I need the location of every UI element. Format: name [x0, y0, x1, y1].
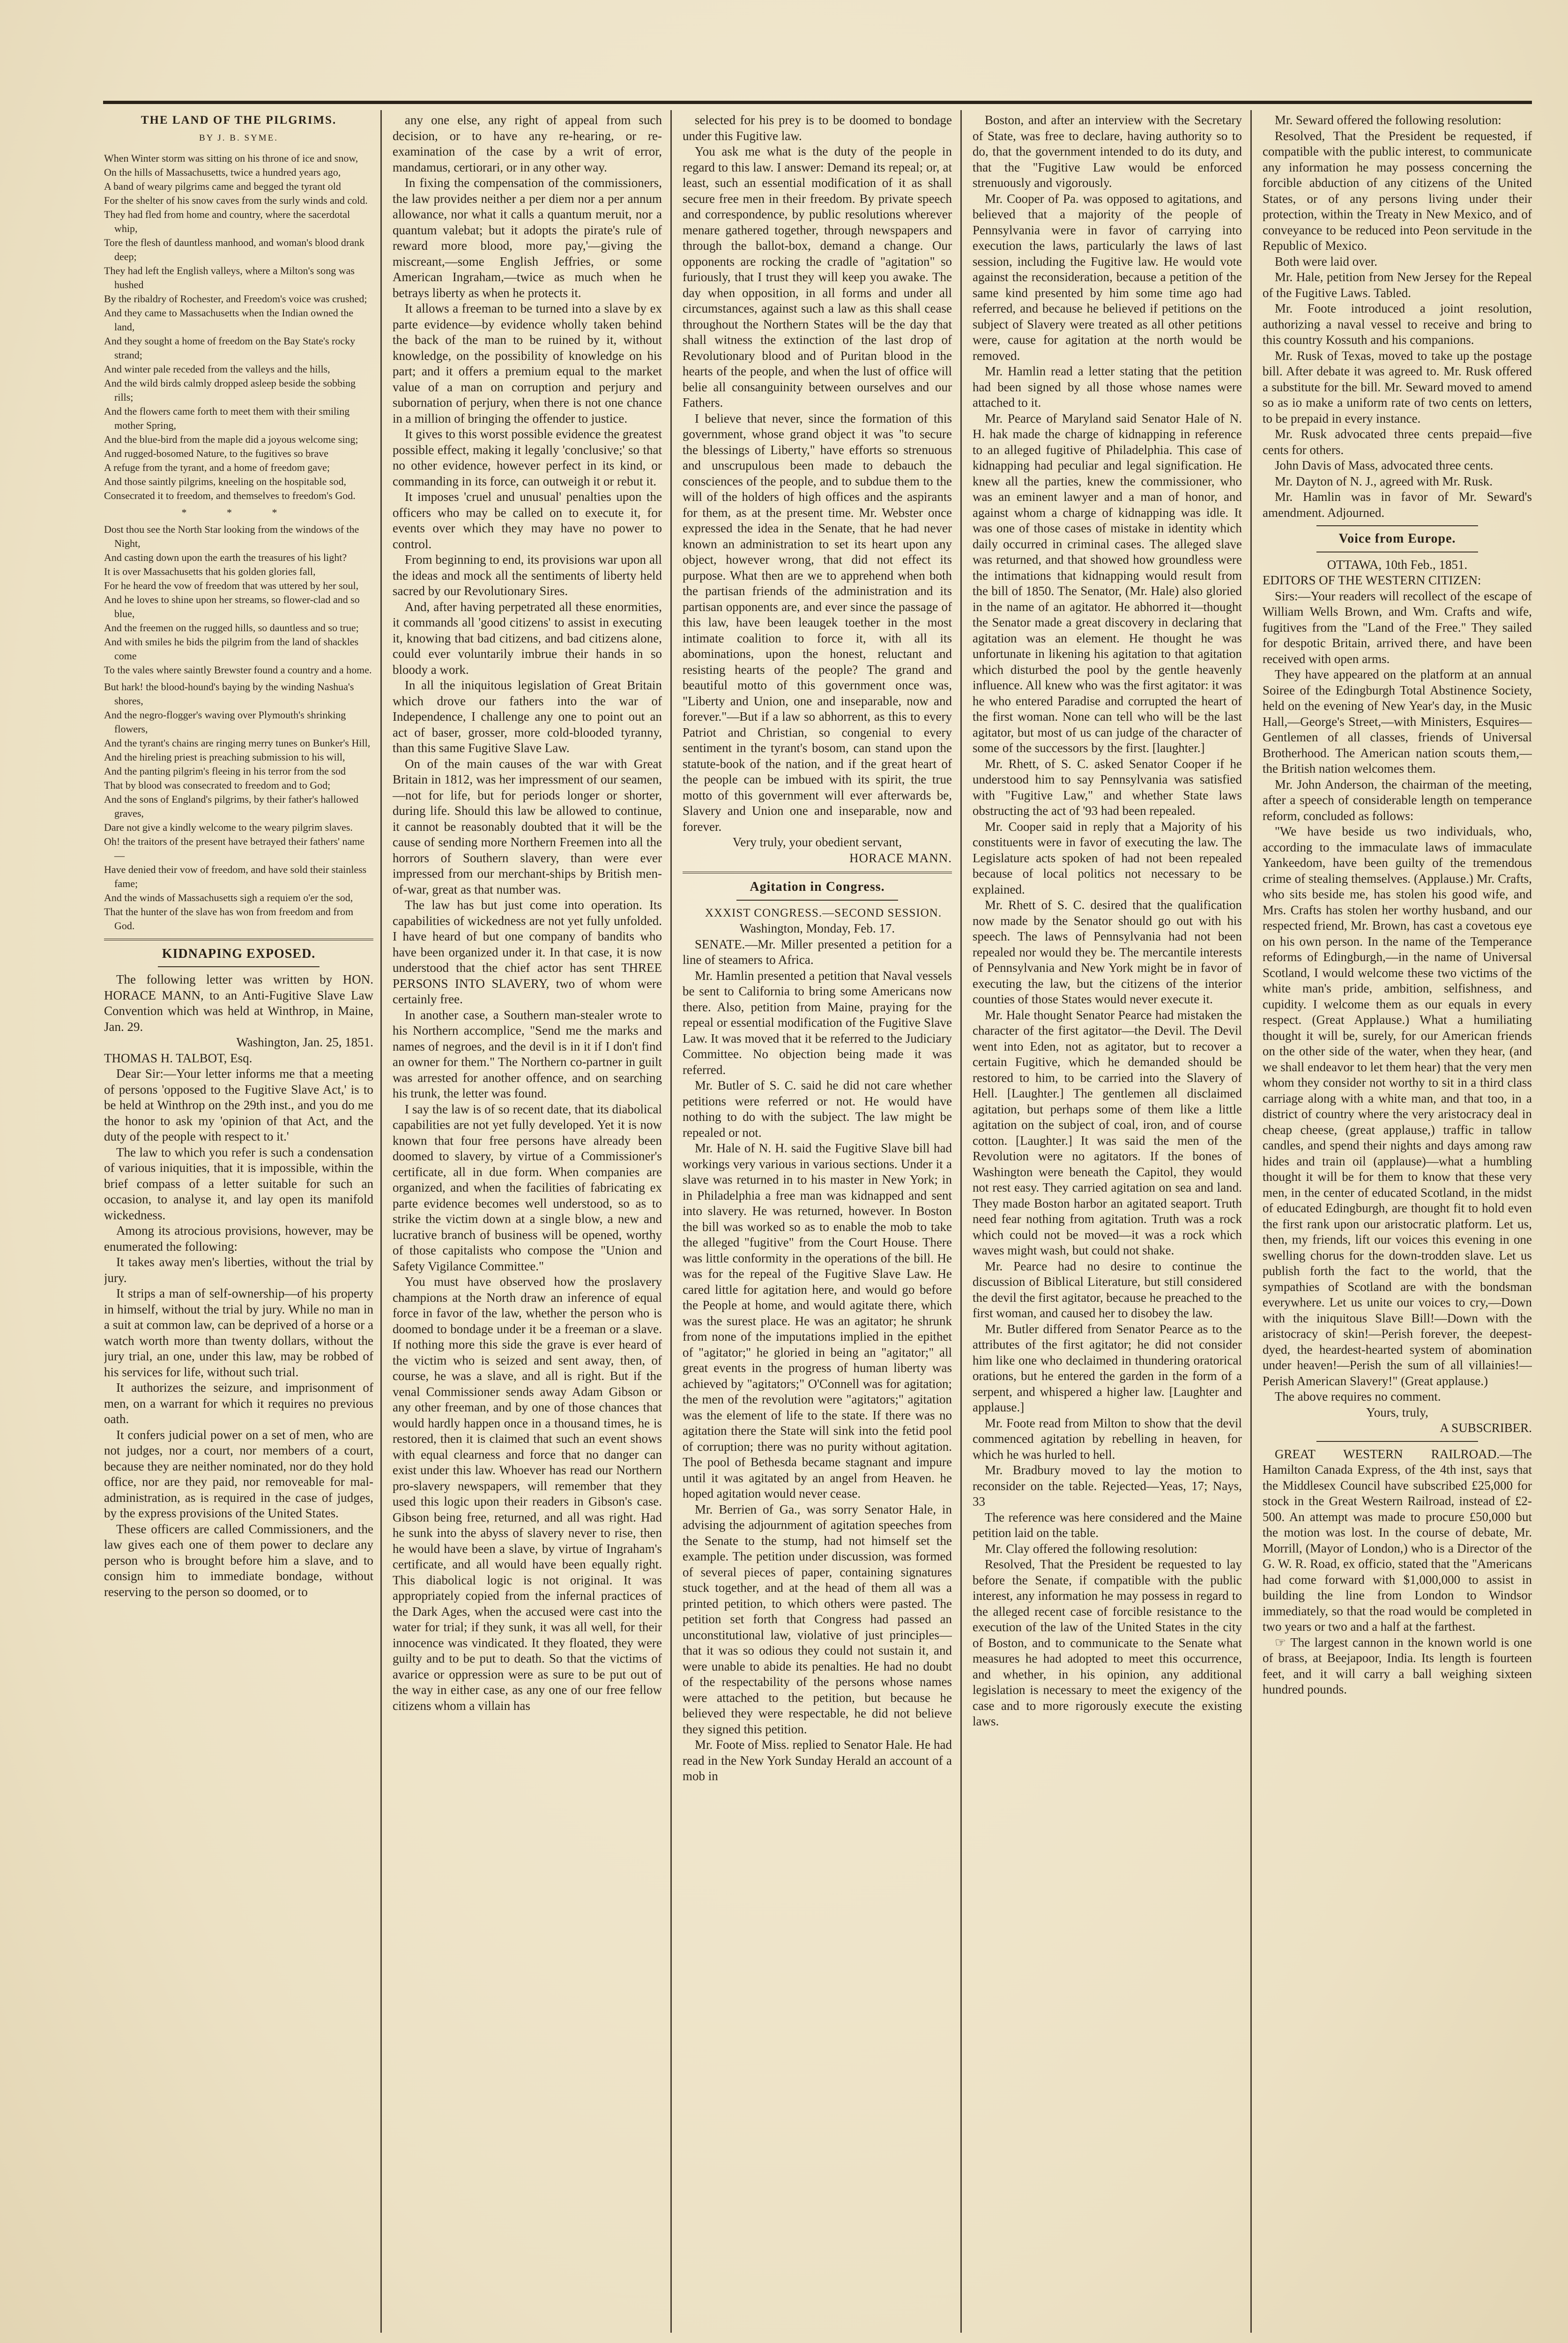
column-2 — [393, 112, 662, 2324]
poem-line: And the hireling priest is preaching submission to his will, — [104, 751, 345, 763]
poem-line: On the hills of Massachusetts, twice a hundred years ago, — [104, 166, 341, 178]
paragraph: SENATE.—Mr. Miller presented a petition for a line of steamers to Africa. — [683, 937, 952, 967]
paragraph: In fixing the compensation of the commissioners, the law provides neither a per diem nor a per annum allowance, nor what it calls a quantum meruit, nor a quantum valebat; but it adopts the pirate's rule of reward more blood, more pay,'—giving the miscreant,—some English Jeffries, or some American Ingraham,—twice as much when he betrays liberty as when he protects it. — [393, 176, 662, 300]
poem-line: Dost thou see the North Star looking from the windows of the Night, — [104, 523, 359, 549]
headline-rule — [736, 900, 898, 901]
article-body — [104, 1066, 373, 1600]
paragraph: John Davis of Mass, advocated three cents. — [1275, 458, 1494, 472]
article-body — [393, 112, 662, 1714]
paragraph: selected for his prey is to be doomed to bondage under this Fugitive law. — [683, 113, 952, 143]
paragraph: Mr. Pearce had no desire to continue the discussion of Biblical Literature, but still considered the devil the first agitator, because he preached to the first woman, and caused her to disobey the law. — [973, 1259, 1242, 1320]
poem-line: And winter pale receded from the valleys and the hills, — [104, 363, 330, 375]
poem-line: They had fled from home and country, where the sacerdotal whip, — [104, 209, 350, 234]
section-divider — [104, 939, 373, 940]
paragraph: Mr. Rusk of Texas, moved to take up the postage bill. After debate it was agreed to. Mr. Rusk offered a substitute for the bill. Mr. Seward moved to amend so as io make a uniform rate of two cents on letters, to be prepaid in every instance. — [1263, 348, 1532, 425]
paragraph: It gives to this worst possible evidence the greatest possible effect, making it legally 'conclusive;' so that no other evidence, however perfect in its kind, or commanding in its force, can outweigh it or rebut it. — [393, 427, 662, 488]
poem-line: Tore the flesh of dauntless manhood, and woman's blood drank deep; — [104, 237, 364, 262]
paragraph: Mr. Butler differed from Senator Pearce as to the attributes of the first agitator; he did not consider him like one who declaimed in thundering oratorical orations, but he entered the garden in the form of a serpent, and whispered a higher law. [Laughter and applause.] — [973, 1321, 1242, 1414]
section-subheading: XXXIST CONGRESS.—SECOND SESSION. — [705, 906, 942, 919]
section-headline: Agitation in Congress. — [750, 880, 885, 894]
letter-closing: Yours, truly, — [1366, 1405, 1428, 1419]
section-divider — [1316, 1441, 1478, 1442]
letter-signature: A SUBSCRIBER. — [1440, 1421, 1532, 1435]
paragraph: Mr. Clay offered the following resolution: — [985, 1541, 1197, 1556]
column-5 — [1263, 112, 1532, 2324]
column-3 — [683, 112, 952, 2324]
poem-stanza — [104, 151, 373, 503]
paragraph: any one else, any right of appeal from such decision, or to have any re-hearing, or re-examination of the case by a writ of error, mandamus, certiorari, or in any other way. — [393, 113, 662, 174]
paragraph: And, after having perpetrated all these enormities, it commands all 'good citizens' to assist in executing it, knowing that bad citizens, and bad citizens alone, could ever voluntarily imbrue their hands in so bloody a work. — [393, 599, 662, 677]
paragraph: They have appeared on the platform at an annual Soiree of the Edingburgh Total Abstinence Society, held on the evening of New Year's day, in the Music Hall,—George's Street,—with Ministers, Esquires—Gentlemen of all classes, friends of Universal Brotherhood. The American nation scouts them,—the British nation welcomes them. — [1263, 667, 1532, 776]
poem-title: THE LAND OF THE PILGRIMS. — [141, 114, 337, 127]
paragraph: Mr. Seward offered the following resolution: — [1275, 113, 1501, 127]
article-body — [1263, 589, 1532, 1405]
paragraph: Mr. Rhett, of S. C. asked Senator Cooper if he understood him to say Pennsylvania was satisfied with "Fugitive Law," and whether State laws obstructing the act of '93 had been repealed. — [973, 756, 1242, 818]
paragraph: The above requires no comment. — [1275, 1389, 1441, 1403]
poem-line: And he loves to shine upon her streams, so flower-clad and so blue, — [104, 593, 360, 619]
paragraph: Mr. Butler of S. C. said he did not care whether petitions were referred or not. He would have nothing to do with the subject. The law might be repealed or not. — [683, 1078, 952, 1140]
column-1 — [104, 112, 373, 2324]
paragraph: Both were laid over. — [1275, 254, 1377, 269]
poem-line: And the sons of England's pilgrims, by their father's hallowed graves, — [104, 793, 359, 819]
poem-line: Consecrated it to freedom, and themselves to freedom's God. — [104, 490, 356, 501]
section-headline: Voice from Europe. — [1338, 531, 1456, 546]
paragraph: Resolved, That the President be requested, if compatible with the public interest, to communicate any information he may possess concerning the forcible abduction of any citizens of the United States, or of any persons living under their protection, within the Treaty in New Mexico, and of conveyance to be reduced into Peon servitude in the Republic of Mexico. — [1263, 128, 1532, 253]
section-dateline: OTTAWA, 10th Feb., 1851. — [1327, 557, 1468, 572]
poem-line: And with smiles he bids the pilgrim from the land of shackles come — [104, 635, 359, 662]
paragraph: I say the law is of so recent date, that its diabolical capabilities are not yet fully developed. Yet it is now known that four free persons have already been doomed to slavery, by virtue of a Commissioner's certificate, all in due form. When companies are organized, and when the facilities of fabricating ex parte evidence becomes well understood, so as to strike the victim down at a single blow, a new and lucrative branch of business will be opened, worthy of those capitalists who compose the "Union and Safety Vigilance Committee." — [393, 1102, 662, 1273]
paragraph: Mr. Hamlin was in favor of Mr. Seward's amendment. Adjourned. — [1263, 490, 1532, 520]
paragraph: Mr. Hale, petition from New Jersey for the Repeal of the Fugitive Laws. Tabled. — [1263, 270, 1532, 300]
paragraph: In all the iniquitous legislation of Great Britain which drove our fathers into the war of Independence, I challenge any one to point out an act of baser, grosser, more cold-blooded tyranny, than this same Fugitive Slave Law. — [393, 678, 662, 755]
poem-line: And the wild birds calmly dropped asleep beside the sobbing rills; — [104, 377, 356, 403]
paragraph: The law has but just come into operation. Its capabilities of wickedness are not yet fully unfolded. I have heard of but one company of bandits who have been organized under it. In that case, it is now understood that the chief actor has sent THREE PERSONS INTO SLAVERY, two of whom were certainly free. — [393, 898, 662, 1006]
letter-salutation: THOMAS H. TALBOT, Esq. — [104, 1051, 253, 1065]
section-divider — [1316, 525, 1478, 526]
paragraph: You ask me what is the duty of the people in regard to this law. I answer: Demand its repeal; or, at least, such an essential modification of it as shall secure free men in their freedom. By private speech and correspondence, by public resolutions wherever menare gathered together, through newspapers and through the ballot-box, demand a change. Our opponents are rocking the cradle of "agitation" so furiously, that I trust they will keep you awake. The day when opposition, in all forms and under all circumstances, against such a law as this shall cease throughout the Northern States will be the day that shall witness the extinction of the last drop of Revolutionary blood and of Puritan blood in the hearts of the people, and when the lust of office will belie all consanguinity between ourselves and our Fathers. — [683, 144, 952, 410]
poem-line: That the hunter of the slave has won from freedom and from God. — [104, 905, 354, 932]
poem-line: And the flowers came forth to meet them with their smiling mother Spring, — [104, 405, 350, 431]
paragraph: The law to which you refer is such a condensation of various iniquities, that it is impossible, within the brief compass of a letter suitable for such an occasion, to analyse it, and lay open its manifold wickedness. — [104, 1145, 373, 1222]
headline-rule — [158, 966, 320, 967]
poem-line: And those saintly pilgrims, kneeling on the hospitable sod, — [104, 476, 346, 487]
poem-line: They had left the English valleys, where a Milton's song was hushed — [104, 265, 355, 291]
stanza-separator: * * * — [181, 507, 296, 518]
paragraph: Mr. John Anderson, the chairman of the meeting, after a speech of considerable length on temperance reform, concluded as follows: — [1263, 777, 1532, 823]
paragraph: Mr. Rusk advocated three cents prepaid—five cents for others. — [1263, 427, 1532, 457]
paragraph: It takes away men's liberties, without the trial by jury. — [104, 1255, 373, 1285]
paragraph: Mr. Hale of N. H. said the Fugitive Slave bill had workings very various in various sections. Under it a slave was returned in to his master in New York; in in Philadelphia a free man was kidnapped and sent into slavery. He was returned, however. In Boston the bill was worked so as to enable the mob to take the alleged "fugitive" from the Court House. There was little conformity in the operations of the bill. He was for the repeal of the Fugitive Slave Law. He cared little for agitation here, and would go before the People at home, and would agitate there, which was the surest place. He was an agitator; he shrunk from none of the imputations implied in the epithet of "agitator;" he gloried in being an "agitator;" all great events in the progress of human liberty was achieved by "agitators;" O'Connell was for agitation; the men of the revolution were "agitators;" agitation was the element of life to the state. If there was no agitation there the State will sink into the fetid pool of corruption; there was no purity without agitation. The pool of Bethesda became stagnant and impure until it was agitated by an angel from Heaven. he hoped agitation would never cease. — [683, 1141, 952, 1500]
paragraph: I believe that never, since the formation of this government, whose grand object it was "to secure the blessings of Liberty," have efforts so strenuous and unscrupulous been made to debauch the consciences of the people, and to subdue them to the will of the holders of high offices and the aspirants for them, as at the present time. Mr. Webster once expressed the idea in the Senate, that he had never known an administration to set its heart upon any object, however wrong, that did not effect its purpose. What then are we to apprehend when both the partisan friends of the administration and its partisan opponents are, and ever since the passage of this law, have been leaugek toether in the most intimate coalition to force it, with all its abominations, upon the honest, reluctant and resisting hearts of the people? The grand and beautiful motto of this government once was, "Liberty and Union, one and inseparable, now and forever."—But if a law so abhorrent, as this to every Patriot and Christian, so congenial to every sentiment in the tyrant's bosom, can stand upon the statute-book of the nation, and if the great heart of the people can be imbued with its spirit, the true motto of this government will ever afterwards be, Slavery and Union one and inseparable, now and forever. — [683, 411, 952, 834]
poem-line: For he heard the vow of freedom that was uttered by her soul, — [104, 579, 359, 591]
poem-line: But hark! the blood-hound's baying by the winding Nashua's shores, — [104, 680, 354, 707]
paragraph: Sirs:—Your readers will recollect of the escape of William Wells Brown, and Wm. Crafts and wife, fugitives from the "Land of the Free." They sailed for despotic Britain, arrived there, and have been received with open arms. — [1263, 589, 1532, 666]
poem-stanza — [104, 522, 373, 677]
paragraph: Mr. Pearce of Maryland said Senator Hale of N. H. hak made the charge of kidnapping in reference to an alleged fugitive of Philadelphia. This case of kidnapping had peculiar and legal signification. He knew all the parties, knew the commissioner, who was an eminent lawyer and a man of honor, and against whom a charge of kidnapping was idle. It was one of those cases of mistake in identity which daily occurred in criminal cases. The alleged slave was returned, and that showed how groundless were the intimations that kidnapping would result from the bill of 1850. The Senator, (Mr. Hale) also gloried in the name of an agitator. He abhorred it—thought the Senator made a great discovery in declaring that agitation was an element. He thought he was unfortunate in likening his agitation to that agitation which disturbed the pool by the gentle heavenly influence. All knew who was the first agitator: it was he who entered Paradise and corrupted the heart of the first woman. None can tell who will be the last agitator, but most of us can judge of the character of some of the successors by the first. [laughter.] — [973, 411, 1242, 755]
paragraph: Mr. Dayton of N. J., agreed with Mr. Rusk. — [1275, 474, 1493, 488]
poem-line: It is over Massachusetts that his golden glories fall, — [104, 565, 316, 577]
poem-line: And they sought a home of freedom on the Bay State's rocky strand; — [104, 335, 356, 361]
poem-line: Oh! the traitors of the present have betrayed their fathers' name— — [104, 835, 365, 861]
poem-line: A refuge from the tyrant, and a home of freedom gave; — [104, 462, 330, 473]
poem-line: When Winter storm was sitting on his throne of ice and snow, — [104, 152, 358, 164]
paragraph: Mr. Rhett of S. C. desired that the qualification now made by the Senator should go out with his speech. The laws of Pennsylvania had not been repealed nor would they be. The mercantile interests of Pennsylvania and New York might be in favor of executing the law, but the citizens of the interior counties of those States would never execute it. — [973, 898, 1242, 1006]
article-body — [683, 112, 952, 835]
paragraph: Resolved, That the President be requested to lay before the Senate, if compatible with the public interest, any information he may possess in regard to the alleged recent case of forcible resistance to the execution of the law of the United States in the city of Boston, and to communicate to the Senate what measures he had adopted to meet this occurrence, and whether, in his opinion, any additional legislation is necessary to meet the exigency of the case and to more rigorously execute the existing laws. — [973, 1557, 1242, 1728]
column-4 — [973, 112, 1242, 2324]
poem-line: By the ribaldry of Rochester, and Freedom's voice was crushed; — [104, 293, 367, 305]
poem-line: And they came to Massachusetts when the Indian owned the land, — [104, 307, 354, 333]
paragraph: It confers judicial power on a set of men, who are not judges, nor a court, nor members of a court, because they are neither nominated, nor do they hold office, nor are they paid, nor removeable for mal-administration, as is required in the case of judges, by the express provisions of the United States. — [104, 1427, 373, 1520]
column-rule — [1250, 110, 1252, 2333]
letter-closing: Very truly, your obedient servant, — [732, 835, 902, 849]
section-dateline: Washington, Monday, Feb. 17. — [739, 921, 895, 935]
paragraph: Mr. Berrien of Ga., was sorry Senator Hale, in advising the adjournment of agitation speeches from the Senate to the stump, had not himself set the example. The petition under discussion, was formed of several pieces of paper, containing signatures stuck together, and at the head of them all was a printed petition, to which others were pasted. The petition set forth that Congress had passed an unconstitutional law, violative of just principles—that it was so odious they could not sustain it, and were unable to abide its penalties. He had no doubt of the respectability of the persons whose names were attached to the petition, but because he believed they were respectable, he did not believe they signed this petition. — [683, 1502, 952, 1736]
poem-line: For the shelter of his snow caves from the surly winds and cold. — [104, 194, 368, 206]
column-rule — [380, 110, 382, 2333]
top-rule — [103, 101, 1532, 104]
column-rule — [960, 110, 962, 2333]
paragraph: ☞ The largest cannon in the known world is one of brass, at Beejapoor, India. Its length is fourteen feet, and it will carry a ball weighing sixteen hundred pounds. — [1263, 1635, 1532, 1696]
article-body — [683, 937, 952, 1784]
poem-line: And rugged-bosomed Nature, to the fugitives so brave — [104, 448, 328, 459]
paragraph: These officers are called Commissioners, and the law gives each one of them power to declare any person who is brought before him a slave, and to consign him to immediate bondage, without reserving to the person so doomed, or to — [104, 1522, 373, 1599]
article-headline: KIDNAPING EXPOSED. — [162, 946, 316, 961]
letter-salutation: EDITORS OF THE WESTERN CITIZEN: — [1263, 573, 1481, 587]
poem-line: Dare not give a kindly welcome to the weary pilgrim slaves. — [104, 821, 353, 833]
poem-line: That by blood was consecrated to freedom and to God; — [104, 779, 331, 791]
poem-line: And the winds of Massachusetts sigh a requiem o'er the sod, — [104, 891, 353, 903]
letter-signature: HORACE MANN. — [849, 851, 952, 865]
article-body — [973, 112, 1242, 1730]
paragraph: Dear Sir:—Your letter informs me that a meeting of persons 'opposed to the Fugitive Slave Act,' is to be held at Winthrop on the 29th inst., and you do me the honor to ask my 'opinion of that Act, and the duty of the people with respect to it.' — [104, 1067, 373, 1143]
poem-line: And casting down upon the earth the treasures of his light? — [104, 551, 347, 563]
paragraph: Mr. Bradbury moved to lay the motion to reconsider on the table. Rejected—Yeas, 17; Nays, 33 — [973, 1463, 1242, 1508]
paragraph: Mr. Hale thought Senator Pearce had mistaken the character of the first agitator—the Devil. The Devil went into Eden, not as agitator, but to recover a certain Fugitive, which he demanded should be restored to him, to be carried into the Slavery of Hell. [Laughter.] The gentlemen all disclaimed agitation, but perhaps some of them like a little agitation on the subject of coal, iron, and of course cotton. [Laughter.] It was said the men of the Revolution were no agitators. If the bones of Washington were beneath the Capitol, they would not rest easy. They carried agitation on sea and land. They made Boston harbor an agitated seaport. Truth need fear nothing from agitation. Truth was a rock which could not be moved—it was a rock which waves might wash, but could not shake. — [973, 1007, 1242, 1257]
poem-line: And the blue-bird from the maple did a joyous welcome sing; — [104, 433, 358, 445]
paragraph: It allows a freeman to be turned into a slave by ex parte evidence—by evidence wholly taken behind the back of the man to be ruined by it, without knowledge, on the possibility of knowledge on his part; and it offers a premium equal to the market value of a man on corruption and perjury and subornation of perjury, when there is not one chance in a million of bringing the offender to justice. — [393, 301, 662, 425]
paragraph: In another case, a Southern man-stealer wrote to his Northern accomplice, "Send me the marks and names of negroes, and the devil is in it if I don't find an owner for them." The Northern co-partner in guilt was arrested for another offence, and on searching his trunk, the letter was found. — [393, 1007, 662, 1100]
poem-line: Have denied their vow of freedom, and have sold their stainless fame; — [104, 863, 367, 889]
paragraph: You must have observed how the proslavery champions at the North draw an inference of equal force in favor of the law, whether the person who is doomed to bondage under it be a freeman or a slave. If nothing more this side the grave is ever heard of the victim who is seized and sent away, then, of course, he was a slave, and all is right. But if the venal Commissioner sends away Adam Gibson or any other freeman, and by one of those chances that would hardly happen once in a thousand times, he is restored, then it is claimed that such an event shows with equal clearness and force that no danger can exist under this law. Whoever has read our Northern pro-slavery newspapers, will remember that they used this logic upon their readers in Gibson's case. Gibson being free, returned, and all was right. Had he sunk into the abyss of slavery never to rise, then he would have been a slave, by virtue of Ingraham's certificate, and all would have been equally right. This diabolical logic is not original. It was appropriately copied from the infernal practices of the Dark Ages, when the accused were cast into the water for trial; if they sunk, it was all well, for their innocence was vindicated. It they floated, they were guilty and to be put to death. So that the victims of avarice or oppression were as sure to be put out of the way in either case, as any one of our free fellow citizens whom a villain has — [393, 1275, 662, 1713]
paragraph: It imposes 'cruel and unusual' penalties upon the officers who may be called on to execute it, for events over which they may have no power to control. — [393, 490, 662, 551]
paragraph: Mr. Cooper said in reply that a Majority of his constituents were in favor of executing the law. The Legislature acts spoken of had not been repealed because of local politics not necessary to be explained. — [973, 819, 1242, 896]
poem-line: And the tyrant's chains are ringing merry tunes on Bunker's Hill, — [104, 737, 371, 749]
poem-line: And the freemen on the rugged hills, so dauntless and so true; — [104, 621, 359, 634]
poem-line: And the negro-flogger's waving over Plymouth's shrinking flowers, — [104, 709, 346, 735]
paragraph: Mr. Foote of Miss. replied to Senator Hale. He had read in the New York Sunday Herald an account of a mob in — [683, 1738, 952, 1783]
paragraph: On of the main causes of the war with Great Britain in 1812, was her impressment of our seamen,—not for life, but for periods longer or shorter, during life. Should this law be allowed to continue, it cannot be reasonably doubted that it will be the cause of sending more Northern Freemen into all the horrors of Southern slavery, than were ever impressed from our merchant-ships by British men-of-war, great as that number was. — [393, 756, 662, 896]
paragraph: Mr. Hamlin presented a petition that Naval vessels be sent to California to bring some Americans now there. Also, petition from Maine, praying for the repeal or essential modification of the Fugitive Slave Law. It was moved that it be referred to the Judiciary Committee. No objection being made it was referred. — [683, 968, 952, 1077]
paragraph: GREAT WESTERN RAILROAD.—The Hamilton Canada Express, of the 4th inst, says that the Middlesex Council have subscribed £25,000 for stock in the Great Western Railroad, instead of £2-500. An attempt was made to procure £50,000 but the motion was lost. In the course of debate, Mr. Morrill, (Mayor of London,) who is a Director of the G. W. R. Road, ex officio, stated that the "Americans had come forward with $1,000,000 to assist in building the line from London to Windsor immediately, so that the road would be completed in two years or two and a half at the farthest. — [1263, 1447, 1532, 1634]
paragraph: "We have beside us two individuals, who, according to the immaculate laws of immaculate Yankeedom, have been guilty of the tremendous crime of stealing themselves. (Applause.) Mr. Crafts, who sits beside me, has stolen his good wife, and Mrs. Crafts has stolen her worthy husband, and our respected friend, Mr. Brown, has cast a covetous eye on his own person. In the name of the Temperance reforms of Edingburgh,—in the name of Universal Scotland, I would welcome these two victims of the white man's pride, ambition, selfishness, and cupidity. I welcome them as our equals in every respect. (Great Applause.) What a humiliating thought it will be, surely, for our American friends on the other side of the water, when they hear, (and we shall endeavor to let them hear) that the very men whom they consider not worthy to sit in a third class carriage along with a white man, and that too, in a district of country where the very aristocracy deal in cheap cheese, (great applause,) traffic in tallow candles, and spend their nights and days among raw hides and train oil (applause)—what a humbling thought it will be for them to know that these very men, in the center of educated Scotland, in the midst of educated Edingburgh, are thought fit to hold even the first rank upon our aristocratic platform. Let us, then, my friends, lift our voices this evening in one swelling chorus for the down-trodden slave. Let us publish forth the fact to the world, that the sympathies of Scotland are with the bondsman everywhere. Let us unite our voices to cry,—Down with the iniquitous Slave Bill!—Down with the aristocracy of skin!—Perish forever, the deepest-dyed, the heardest-hearted system of abomination under heaven!—Perish the sum of all villainies!—Perish American Slavery!" (Great applause.) — [1263, 824, 1532, 1388]
paragraph: The reference was here considered and the Maine petition laid on the table. — [973, 1510, 1242, 1540]
paragraph: Among its atrocious provisions, however, may be enumerated the following: — [104, 1224, 373, 1254]
poem-line: And the panting pilgrim's fleeing in his terror from the sod — [104, 765, 346, 777]
article-body — [1263, 1447, 1532, 1698]
paragraph: From beginning to end, its provisions war upon all the ideas and mock all the sentiments of liberty held sacred by our Revolutionary Sires. — [393, 552, 662, 598]
poem-byline: BY J. B. SYME. — [199, 133, 279, 143]
paragraph: Mr. Foote read from Milton to show that the devil commenced agitation by rebelling in heaven, for which he was hurled to hell. — [973, 1416, 1242, 1462]
poem-line: A band of weary pilgrims came and begged the tyrant old — [104, 180, 341, 192]
paragraph: Mr. Hamlin read a letter stating that the petition had been signed by all those whose names were attached to it. — [973, 364, 1242, 410]
poem-line: To the vales where saintly Brewster found a country and a home. — [104, 664, 372, 676]
section-divider — [683, 872, 952, 873]
article-body — [1263, 112, 1532, 521]
paragraph: Mr. Foote introduced a joint resolution, authorizing a naval vessel to receive and bring to this country Kossuth and his companions. — [1263, 301, 1532, 347]
poem-stanza — [104, 680, 373, 933]
paragraph: It authorizes the seizure, and imprisonment of men, on a warrant for which it requires no previous oath. — [104, 1380, 373, 1426]
paragraph: It strips a man of self-ownership—of his property in himself, without the trial by jury. While no man in a suit at common law, can be deprived of a horse or a watch worth more than twenty dollars, without the jury trial, an one, under this law, may be robbed of his services for life, without such trial. — [104, 1286, 373, 1379]
article-dateline: Washington, Jan. 25, 1851. — [236, 1035, 373, 1049]
article-intro: The following letter was written by HON. HORACE MANN, to an Anti-Fugitive Slave Law Convention which was held at Winthrop, in Maine, Jan. 29. — [104, 972, 373, 1034]
paragraph: Boston, and after an interview with the Secretary of State, was free to declare, having authority so to do, that the government intended to do its duty, and that the "Fugitive Law would be enforced strenuously and vigorously. — [973, 113, 1242, 190]
column-rule — [670, 110, 672, 2333]
paragraph: Mr. Cooper of Pa. was opposed to agitations, and believed that a majority of the people of Pennsylvania were in favor of carrying into execution the laws, particularly the laws of last session, including the Fugitive law. He would vote against the reconsideration, because a petition of the same kind presented by him some time ago had referred, and because he believed if petitions on the subject of Slavery were treated as all other petitions were, cause for agitation at the north would be removed. — [973, 191, 1242, 363]
